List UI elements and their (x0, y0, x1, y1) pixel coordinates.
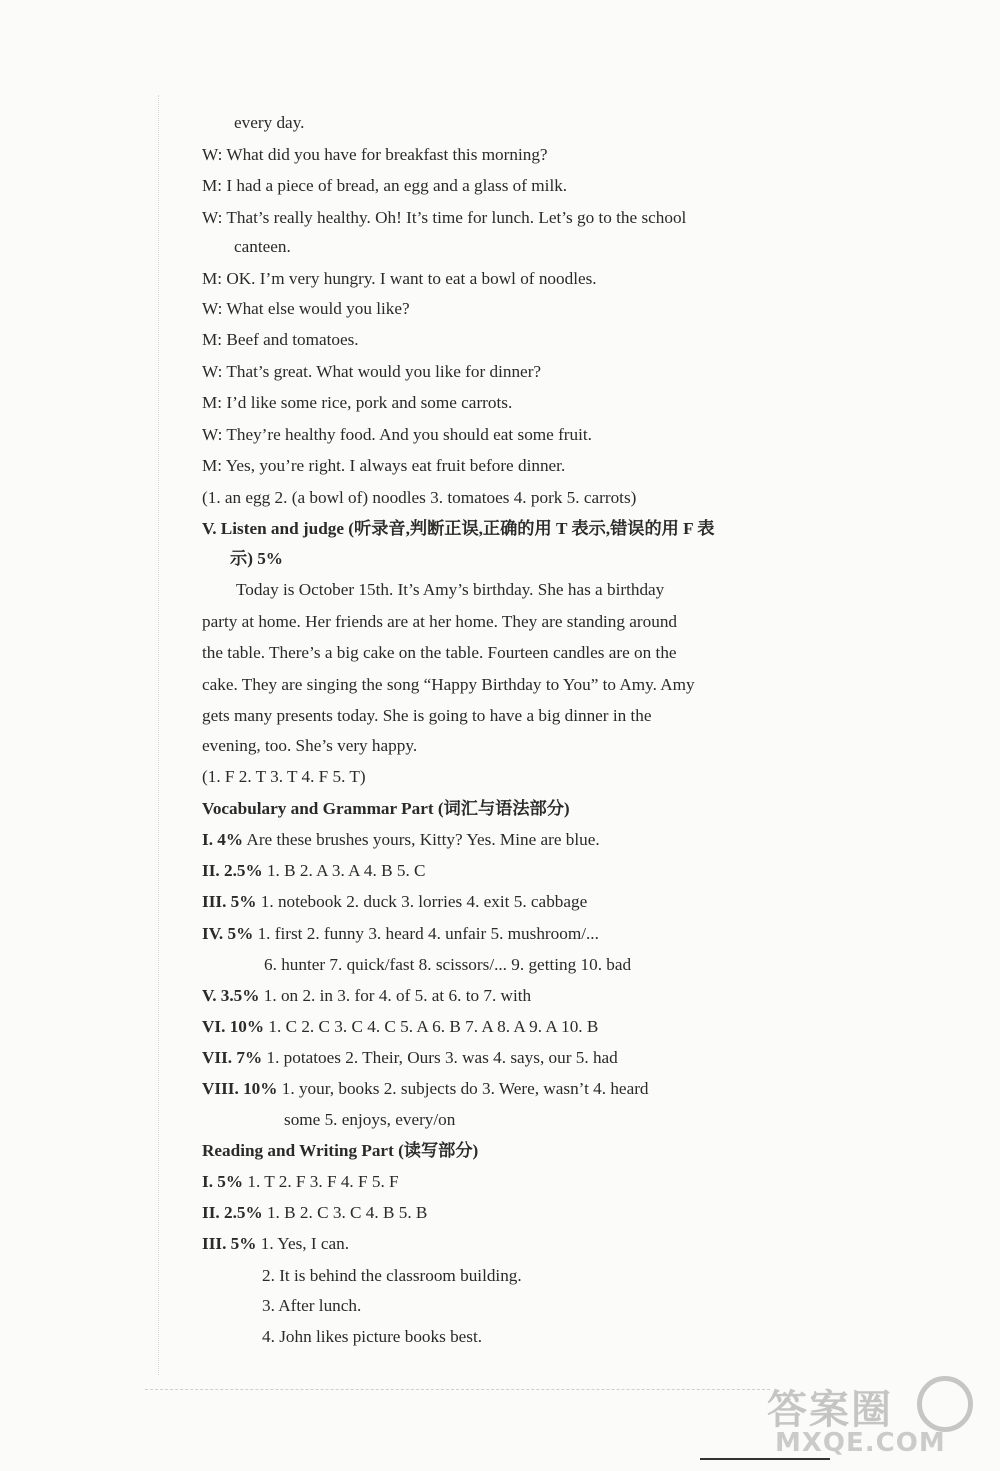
item-label: VII. 7% (202, 1048, 263, 1067)
watermark-ring-icon (917, 1376, 973, 1432)
section-heading-cont: 示) 5% (230, 549, 283, 568)
watermark-text: 答案圈 (767, 1387, 893, 1433)
item-label: I. 4% (202, 830, 244, 849)
item-label: I. 5% (202, 1172, 244, 1191)
passage-line: evening, too. She’s very happy. (202, 736, 418, 755)
item-label: III. 5% (202, 892, 257, 911)
text-line: M: Yes, you’re right. I always eat fruit before dinner. (202, 456, 566, 475)
text-line: W: That’s really healthy. Oh! It’s time for lunch. Let’s go to the school (202, 208, 687, 227)
answer-line-cont: 4. John likes picture books best. (262, 1327, 483, 1346)
answer-line-cont: 2. It is behind the classroom building. (262, 1266, 522, 1285)
answer-line (202, 923, 599, 945)
passage-line: cake. They are singing the song “Happy Birthday to You” to Amy. Amy (202, 675, 695, 694)
text-line: every day. (234, 113, 305, 132)
watermark-logo (767, 1368, 982, 1463)
item-answers: 1. on 2. in 3. for 4. of 5. at 6. to 7. with (259, 986, 532, 1005)
item-answers: 1. T 2. F 3. F 4. F 5. F (243, 1172, 399, 1191)
answer-line (202, 1171, 399, 1193)
passage-line: gets many presents today. She is going to have a big dinner in the (202, 706, 652, 725)
answer-line (202, 985, 531, 1007)
answer-line (202, 1233, 349, 1255)
item-label: II. 2.5% (202, 861, 263, 880)
text-line: M: OK. I’m very hungry. I want to eat a bowl of noodles. (202, 269, 597, 288)
item-answers: 1. potatoes 2. Their, Ours 3. was 4. says, our 5. had (262, 1048, 618, 1067)
item-answers: 1. B 2. A 3. A 4. B 5. C (262, 861, 426, 880)
answer-line (202, 891, 587, 913)
watermark-url: MXQE.COM (775, 1428, 946, 1458)
answer-line: (1. F 2. T 3. T 4. F 5. T) (202, 767, 366, 786)
item-answers: Are these brushes yours, Kitty? Yes. Mine are blue. (243, 830, 600, 849)
item-label: IV. 5% (202, 924, 254, 943)
part-heading: Vocabulary and Grammar Part (词汇与语法部分) (202, 799, 570, 818)
text-line: M: Beef and tomatoes. (202, 330, 359, 349)
item-answers: 1. first 2. funny 3. heard 4. unfair 5. mushroom/... (253, 924, 599, 943)
section-heading: V. Listen and judge (听录音,判断正误,正确的用 T 表示,错误的用 F 表 (202, 519, 715, 538)
answer-line (202, 1078, 649, 1100)
answer-line-cont: 6. hunter 7. quick/fast 8. scissors/... 9. getting 10. bad (264, 955, 632, 974)
passage-line: Today is October 15th. It’s Amy’s birthday. She has a birthday (236, 580, 665, 599)
text-line: W: What else would you like? (202, 299, 410, 318)
item-answers: 1. your, books 2. subjects do 3. Were, wasn’t 4. heard (277, 1079, 649, 1098)
text-line: M: I’d like some rice, pork and some carrots. (202, 393, 513, 412)
text-line: M: I had a piece of bread, an egg and a glass of milk. (202, 176, 568, 195)
item-label: II. 2.5% (202, 1203, 263, 1222)
answer-line-cont: some 5. enjoys, every/on (284, 1110, 456, 1129)
text-line: W: What did you have for breakfast this morning? (202, 145, 548, 164)
item-answers: 1. B 2. C 3. C 4. B 5. B (262, 1203, 428, 1222)
text-line: W: That’s great. What would you like for dinner? (202, 362, 542, 381)
answer-line (202, 1047, 618, 1069)
passage-line: the table. There’s a big cake on the table. Fourteen candles are on the (202, 643, 677, 662)
item-answers: 1. C 2. C 3. C 4. C 5. A 6. B 7. A 8. A 9. A 10. B (264, 1017, 599, 1036)
item-label: VI. 10% (202, 1017, 265, 1036)
text-line: W: They’re healthy food. And you should eat some fruit. (202, 425, 592, 444)
answer-line (202, 860, 426, 882)
answer-line (202, 1016, 598, 1038)
item-answers: 1. Yes, I can. (256, 1234, 350, 1253)
item-label: VIII. 10% (202, 1079, 278, 1098)
answer-line: (1. an egg 2. (a bowl of) noodles 3. tomatoes 4. pork 5. carrots) (202, 488, 637, 507)
answer-line-cont: 3. After lunch. (262, 1296, 362, 1315)
bottom-rule (145, 1389, 770, 1390)
item-label: III. 5% (202, 1234, 257, 1253)
passage-line: party at home. Her friends are at her home. They are standing around (202, 612, 678, 631)
item-answers: 1. notebook 2. duck 3. lorries 4. exit 5. cabbage (256, 892, 588, 911)
answer-line (202, 829, 600, 851)
answer-line (202, 1202, 427, 1224)
text-line: canteen. (234, 237, 291, 256)
part-heading: Reading and Writing Part (读写部分) (202, 1141, 479, 1160)
item-label: V. 3.5% (202, 986, 260, 1005)
